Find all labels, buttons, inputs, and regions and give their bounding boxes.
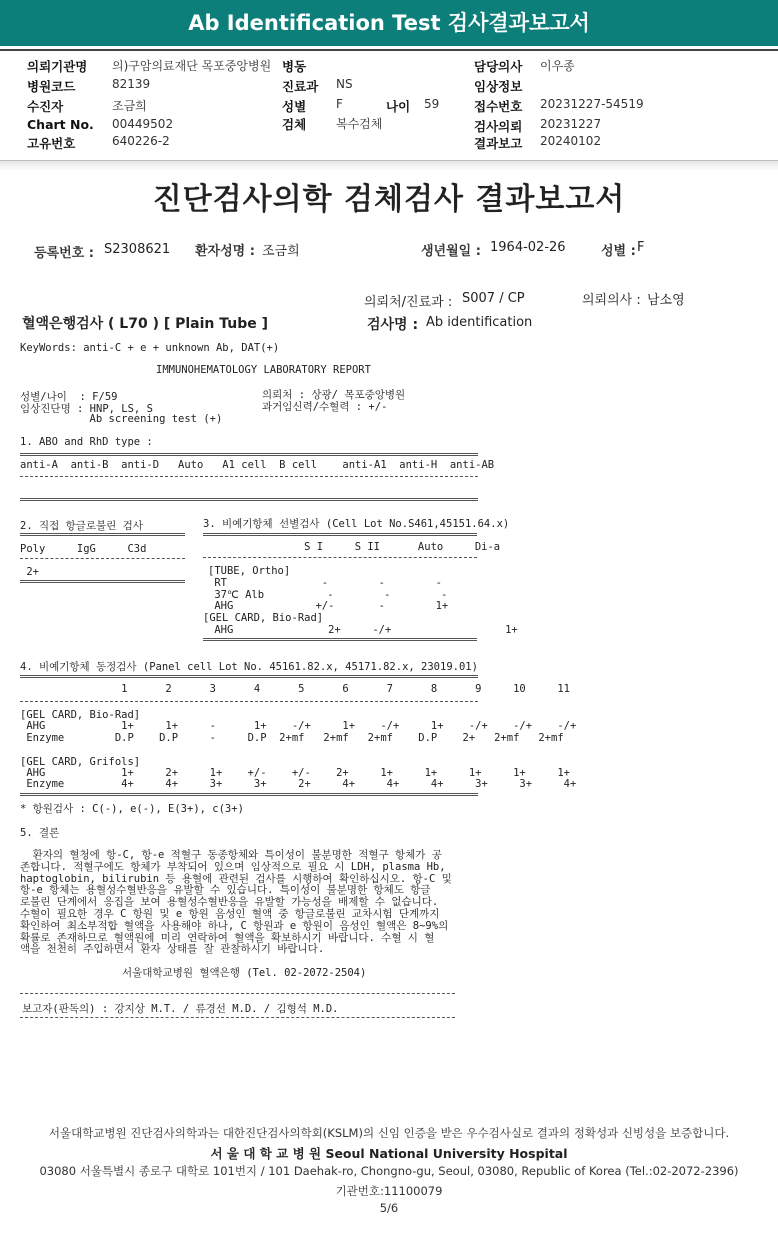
sex-label: 성별 (282, 99, 307, 114)
s4-row: [GEL CARD, Bio-Rad] (20, 709, 141, 721)
rule (20, 498, 478, 501)
reg-label: 등록번호 : (34, 246, 94, 261)
rule (203, 533, 477, 536)
hospcode-label: 병원코드 (27, 79, 76, 94)
referrer: 의뢰처 : 상광/ 목포중앙병원 (262, 389, 406, 401)
reporters: 보고자(판독의) : 강지상 M.T. / 류경선 M.D. / 김형석 M.D. (22, 1003, 339, 1015)
s4-row: AHG 1+ 2+ 1+ +/- +/- 2+ 1+ 1+ 1+ 1+ 1+ (20, 767, 570, 779)
accession-value: 20231227-54519 (540, 97, 644, 111)
s4-row: AHG 1+ 1+ - 1+ -/+ 1+ -/+ 1+ -/+ -/+ -/+ (20, 720, 577, 732)
lab-title: IMMUNOHEMATOLOGY LABORATORY REPORT (156, 364, 371, 376)
receiver-label: 수진자 (27, 99, 64, 114)
receiver-value: 조금희 (112, 99, 147, 113)
doctor-value: 이우종 (540, 59, 575, 73)
patient-label: 환자성명 : (195, 244, 255, 259)
rule (20, 675, 478, 678)
page-shadow (0, 161, 778, 171)
rule (20, 558, 185, 559)
antigen-test: * 항원검사 : C(-), e(-), E(3+), c(3+) (20, 803, 244, 815)
rule (20, 453, 478, 456)
conclusion-line: 확률로 존재하므로 혈액원에 미리 연락하여 혈액을 확보하시기 바랍니다. 수혈 시 혈 (20, 931, 435, 944)
s3-header: S I S II Auto Di-a (203, 541, 501, 553)
institution-value: 의)구암의료재단 목포중앙병원 (112, 59, 272, 73)
rule (20, 476, 478, 477)
report-header-title: Ab Identification Test 검사결과보고서 (0, 0, 778, 46)
conclusion-line: 액을 천천히 주입하면서 환자 상태를 잘 관찰하시기 바랍니다. (20, 943, 325, 956)
s4-header: 1 2 3 4 5 6 7 8 9 10 11 (20, 683, 570, 695)
s3-row: [TUBE, Ortho] (208, 565, 291, 577)
rule (20, 533, 185, 536)
diagnosis: 임상진단명 : HNP, LS, S (20, 403, 153, 415)
conclusion-line: 항-e 항체는 용혈성수혈반응을 유발할 수 있습니다. 특이성이 불분명한 항체도 항글 (20, 884, 431, 897)
specimen-value: 복수검체 (336, 117, 383, 131)
section2-title: 2. 직접 항글로불린 검사 (20, 520, 143, 532)
report-sex-label: 성별 : (601, 244, 636, 259)
s3-row: AHG 2+ -/+ 1+ (208, 624, 518, 636)
chart-label: Chart No. (27, 117, 94, 132)
report-sex-value: F (637, 240, 645, 255)
sex-age: 성별/나이 : F/59 (20, 391, 118, 403)
history: 과거임신력/수혈력 : +/- (262, 401, 388, 413)
section3-title: 3. 비예기항체 선별검사 (Cell Lot No.S461,45151.64.x) (203, 518, 510, 530)
reg-value: S2308621 (104, 242, 171, 257)
test-name-label: 검사명 : (367, 317, 419, 333)
dept-label: 진료과 (282, 79, 319, 94)
conclusion-line: 환자의 혈청에 항-C, 항-e 적혈구 동종항체와 특이성이 불분명한 적혈구 항체가 공 (20, 849, 442, 861)
page-number: 5/6 (379, 1201, 399, 1215)
doctor-label: 담당의사 (474, 59, 523, 74)
institution-number: 기관번호:11100079 (335, 1184, 443, 1198)
header-rule (0, 49, 778, 51)
bloodbank-contact: 서울대학교병원 혈액은행 (Tel. 02-2072-2504) (122, 967, 367, 979)
chart-value: 00449502 (112, 117, 174, 131)
rule (20, 580, 185, 583)
report-title: 진단검사의학 검체검사 결과보고서 (152, 182, 626, 217)
section5-title: 5. 결론 (20, 827, 60, 839)
hospital-address: 03080 서울특별시 종로구 대학로 101번지 / 101 Daehak-ro, Chongno-gu, Seoul, 03080, Republic of Korea (Tel.:02-2072-2396) (39, 1164, 739, 1178)
hospital-name: 서 울 대 학 교 병 원 Seoul National University Hospital (210, 1146, 568, 1161)
rule (20, 793, 478, 796)
age-value: 59 (424, 97, 440, 111)
rule (20, 993, 455, 994)
request-label: 검사의뢰 (474, 119, 523, 134)
sex-value: F (336, 97, 343, 111)
s3-row: 37℃ Alb - - - (208, 589, 448, 601)
uid-label: 고유번호 (27, 136, 76, 151)
screen-note: Ab screening test (+) (20, 413, 223, 425)
accession-label: 접수번호 (474, 99, 523, 114)
dob-value: 1964-02-26 (490, 240, 566, 255)
conclusion-line: 확인하여 최소부적합 혈액을 사용해야 하나, C 항원과 e 항원이 음성인 혈액은 8~9%의 (20, 919, 449, 932)
clinical-label: 임상정보 (474, 79, 523, 94)
uid-value: 640226-2 (112, 134, 170, 148)
s4-row: Enzyme D.P D.P - D.P 2+mf 2+mf 2+mf D.P 2+ 2+mf 2+mf (20, 732, 564, 744)
referral-value: S007 / CP (462, 291, 525, 306)
abo-columns: anti-A anti-B anti-D Auto A1 cell B cell anti-A1 anti-H anti-AB (20, 459, 495, 471)
dept-value: NS (336, 77, 353, 91)
rule (203, 557, 477, 558)
hospcode-value: 82139 (112, 77, 151, 91)
dat-columns: Poly IgG C3d (20, 543, 147, 555)
rule (20, 1017, 455, 1018)
s3-row: RT - - - (208, 577, 442, 589)
conclusion-line: 수혈이 필요한 경우 C 항원 및 e 항원 음성인 혈액 중 항글로불린 교차시험 단계까지 (20, 908, 440, 920)
section1-title: 1. ABO and RhD type : (20, 436, 153, 448)
test-name-value: Ab identification (426, 315, 533, 330)
report-date-label: 결과보고 (474, 136, 523, 151)
s3-row: AHG +/- - 1+ (208, 600, 449, 612)
test-group: 혈액은행검사 ( L70 ) [ Plain Tube ] (22, 316, 269, 332)
institution-label: 의뢰기관명 (27, 59, 88, 74)
referral-label: 의뢰처/진료과 : (364, 295, 453, 310)
dat-value: 2+ (20, 566, 39, 578)
ref-doctor-value: 남소영 (647, 293, 685, 308)
request-value: 20231227 (540, 117, 602, 131)
s4-row: Enzyme 4+ 4+ 3+ 3+ 2+ 4+ 4+ 4+ 3+ 3+ 4+ (20, 778, 577, 790)
rule (203, 638, 477, 641)
age-label: 나이 (386, 99, 411, 114)
section4-title: 4. 비예기항체 동정검사 (Panel cell Lot No. 45161.82.x, 45171.82.x, 23019.01) (20, 661, 478, 673)
specimen-label: 검체 (282, 117, 307, 132)
ward-label: 병동 (282, 59, 307, 74)
dob-label: 생년월일 : (421, 244, 481, 259)
keywords: KeyWords: anti-C + e + unknown Ab, DAT(+) (20, 342, 280, 354)
conclusion-line: 로불린 단계에서 응집을 보여 용혈성수혈반응을 유발할 가능성을 배제할 수 없습니다. (20, 896, 439, 909)
s3-row: [GEL CARD, Bio-Rad] (203, 612, 324, 624)
report-date-value: 20240102 (540, 134, 602, 148)
certification-note: 서울대학교병원 진단검사의학과는 대한진단검사의학회(KSLM)의 신임 인증을 받은 우수검사실로 결과의 정확성과 신빙성을 보증합니다. (48, 1126, 730, 1140)
conclusion-line: 존합니다. 적혈구에도 항체가 부착되어 있으며 임상적으로 필요 시 LDH, plasma Hb, (20, 860, 446, 873)
s4-row: [GEL CARD, Grifols] (20, 756, 141, 768)
conclusion-line: haptoglobin, bilirubin 등 용혈에 관련된 검사를 시행하여 확인하십시오. 항-C 및 (20, 872, 452, 885)
ref-doctor-label: 의뢰의사 : (582, 293, 641, 308)
patient-value: 조금희 (262, 244, 300, 259)
rule (20, 701, 478, 702)
